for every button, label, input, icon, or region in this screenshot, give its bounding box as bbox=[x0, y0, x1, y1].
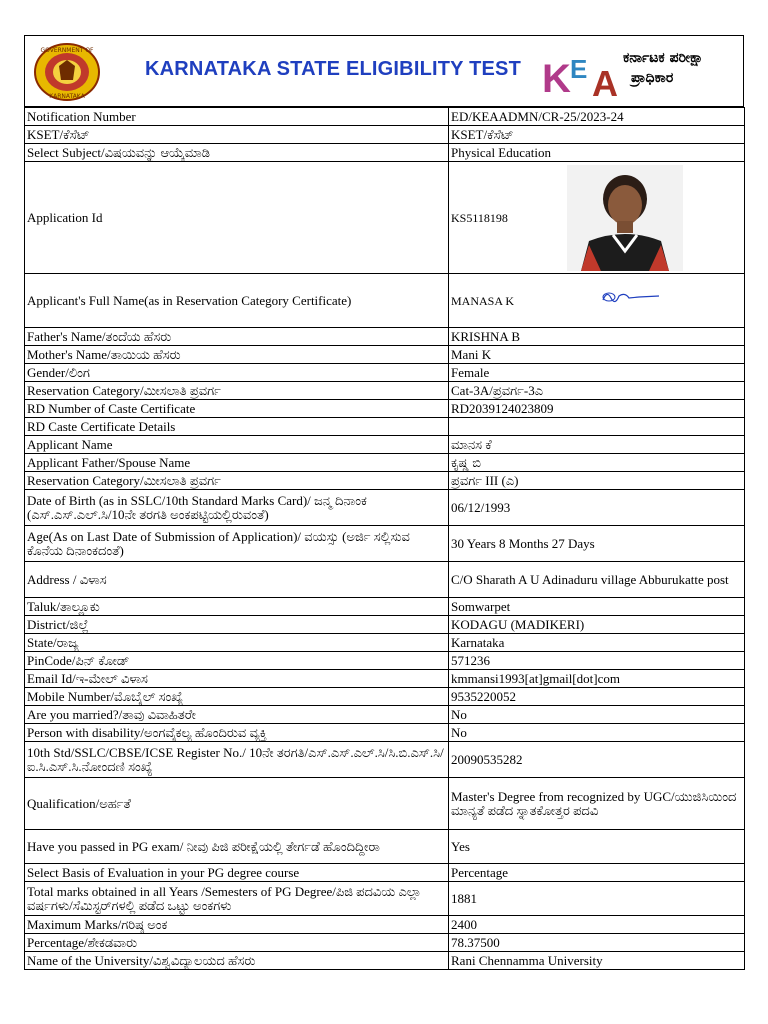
table-row bbox=[25, 364, 745, 382]
table-row bbox=[25, 382, 745, 400]
row-label: Notification Number bbox=[25, 108, 449, 126]
table-row bbox=[25, 598, 745, 616]
table-row bbox=[25, 418, 745, 436]
row-value bbox=[449, 418, 745, 436]
table-row bbox=[25, 400, 745, 418]
row-label: State/ರಾಜ್ಯ bbox=[25, 634, 449, 652]
emblem-bottom-text: KARNATAKA bbox=[49, 93, 85, 100]
table-row bbox=[25, 652, 745, 670]
row-label: Applicant Name bbox=[25, 436, 449, 454]
row-value: Karnataka bbox=[449, 634, 745, 652]
row-value: Cat-3A/ಪ್ರವರ್ಗ-3ಎ bbox=[449, 382, 745, 400]
full-name-value: MANASA K bbox=[451, 293, 515, 308]
application-sheet bbox=[24, 35, 744, 970]
karnataka-emblem-icon bbox=[33, 42, 101, 102]
row-label: Gender/ಲಿಂಗ bbox=[25, 364, 449, 382]
row-value: kmmansi1993[at]gmail[dot]com bbox=[449, 670, 745, 688]
row-label: Applicant Father/Spouse Name bbox=[25, 454, 449, 472]
table-row bbox=[25, 864, 745, 882]
row-value: 571236 bbox=[449, 652, 745, 670]
row-label: Reservation Category/ಮೀಸಲಾತಿ ಪ್ರವರ್ಗ bbox=[25, 472, 449, 490]
table-row bbox=[25, 490, 745, 526]
table-row bbox=[25, 454, 745, 472]
row-value: Master's Degree from recognized by UGC/ಯುಜಿಸಿಯಿಂದ ಮಾನ್ಯತೆ ಪಡೆದ ಸ್ನಾತಕೋತ್ತರ ಪದವಿ bbox=[449, 778, 745, 830]
table-row bbox=[25, 934, 745, 952]
row-value: KSET/ಕೆಸೆಟ್ bbox=[449, 126, 745, 144]
row-value: 06/12/1993 bbox=[449, 490, 745, 526]
application-id-value: KS5118198 bbox=[451, 210, 508, 225]
row-label: Mother's Name/ತಾಯಿಯ ಹೆಸರು bbox=[25, 346, 449, 364]
full-name-cell bbox=[449, 274, 745, 328]
row-value: Percentage bbox=[449, 864, 745, 882]
row-value: RD2039124023809 bbox=[449, 400, 745, 418]
row-value: ಪ್ರವರ್ಗ III (ಎ) bbox=[449, 472, 745, 490]
table-row bbox=[25, 328, 745, 346]
row-label: Mobile Number/ಮೊಬೈಲ್ ಸಂಖ್ಯೆ bbox=[25, 688, 449, 706]
row-value: Rani Chennamma University bbox=[449, 952, 745, 970]
table-row bbox=[25, 436, 745, 454]
row-value: Mani K bbox=[449, 346, 745, 364]
emblem-top-text: GOVERNMENT OF bbox=[40, 47, 94, 54]
table-row bbox=[25, 778, 745, 830]
table-row bbox=[25, 616, 745, 634]
row-value: No bbox=[449, 724, 745, 742]
table-row bbox=[25, 724, 745, 742]
svg-text:E: E bbox=[570, 54, 588, 84]
row-value: Yes bbox=[449, 830, 745, 864]
row-value: Female bbox=[449, 364, 745, 382]
row-label: Qualification/ಅರ್ಹತೆ bbox=[25, 778, 449, 830]
row-label: Are you married?/ತಾವು ವಿವಾಹಿತರೇ bbox=[25, 706, 449, 724]
kea-logo-icon bbox=[540, 48, 630, 100]
row-label: Have you passed in PG exam/ ನೀವು ಪಿಜಿ ಪರೀಕ್ಷೆಯಲ್ಲಿ ತೇರ್ಗಡೆ ಹೊಂದಿದ್ದೀರಾ bbox=[25, 830, 449, 864]
row-label: Application Id bbox=[25, 162, 449, 274]
kea-name-line-2: ಪ್ರಾಧಿಕಾರ bbox=[631, 70, 674, 86]
row-label: Age(As on Last Date of Submission of Application)/ ವಯಸ್ಸು (ಅರ್ಜಿ ಸಲ್ಲಿಸುವ ಕೊನೆಯ ದಿನಾಂಕದಂತೆ) bbox=[25, 526, 449, 562]
application-details-table bbox=[24, 107, 745, 970]
document-header bbox=[24, 35, 744, 107]
row-label: Name of the University/ವಿಶ್ವವಿದ್ಯಾಲಯದ ಹೆಸರು bbox=[25, 952, 449, 970]
table-row bbox=[25, 670, 745, 688]
table-row bbox=[25, 274, 745, 328]
row-value: ED/KEAADMN/CR-25/2023-24 bbox=[449, 108, 745, 126]
row-label: Taluk/ತಾಲ್ಲೂಕು bbox=[25, 598, 449, 616]
page-title: KARNATAKA STATE ELIGIBILITY TEST bbox=[145, 58, 522, 80]
row-label: Percentage/ಶೇಕಡವಾರು bbox=[25, 934, 449, 952]
row-label: Total marks obtained in all Years /Semesters of PG Degree/ಪಿಜಿ ಪದವಿಯ ಎಲ್ಲಾ ವರ್ಷಗಳು/ಸೆಮಿಸ್ಟರ್‌ಗಳಲ್ಲಿ ಪಡೆದ ಒಟ್ಟು ಅಂಕಗಳು bbox=[25, 882, 449, 916]
table-row bbox=[25, 688, 745, 706]
table-row bbox=[25, 562, 745, 598]
table-row bbox=[25, 162, 745, 274]
row-label: Maximum Marks/ಗರಿಷ್ಠ ಅಂಕ bbox=[25, 916, 449, 934]
row-label: Applicant's Full Name(as in Reservation Category Certificate) bbox=[25, 274, 449, 328]
row-label: RD Caste Certificate Details bbox=[25, 418, 449, 436]
row-value: KODAGU (MADIKERI) bbox=[449, 616, 745, 634]
table-row bbox=[25, 706, 745, 724]
row-value: 20090535282 bbox=[449, 742, 745, 778]
row-value: 30 Years 8 Months 27 Days bbox=[449, 526, 745, 562]
row-label: Select Basis of Evaluation in your PG degree course bbox=[25, 864, 449, 882]
row-value: 2400 bbox=[449, 916, 745, 934]
kea-authority-name bbox=[623, 48, 703, 88]
row-label: Father's Name/ತಂದೆಯ ಹೆಸರು bbox=[25, 328, 449, 346]
row-value: Somwarpet bbox=[449, 598, 745, 616]
row-label: District/ಜಿಲ್ಲೆ bbox=[25, 616, 449, 634]
row-label: RD Number of Caste Certificate bbox=[25, 400, 449, 418]
table-row bbox=[25, 126, 745, 144]
row-value: No bbox=[449, 706, 745, 724]
row-value: 1881 bbox=[449, 882, 745, 916]
row-label: Address / ವಿಳಾಸ bbox=[25, 562, 449, 598]
row-label: Email Id/ಇ-ಮೇಲ್ ವಿಳಾಸ bbox=[25, 670, 449, 688]
row-value: ಕೃಷ್ಣ ಬಿ bbox=[449, 454, 745, 472]
row-value: 9535220052 bbox=[449, 688, 745, 706]
row-label: 10th Std/SSLC/CBSE/ICSE Register No./ 10ನೇ ತರಗತಿ/ಎಸ್.ಎಸ್.ಎಲ್.ಸಿ/ಸಿ.ಬಿ.ಎಸ್.ಸಿ/ಐ.ಸಿ.ಎಸ್.ಸಿ.ನೋಂದಣಿ ಸಂಖ್ಯೆ bbox=[25, 742, 449, 778]
table-row bbox=[25, 830, 745, 864]
row-value: Physical Education bbox=[449, 144, 745, 162]
table-row bbox=[25, 526, 745, 562]
row-value: 78.37500 bbox=[449, 934, 745, 952]
applicant-signature bbox=[599, 288, 663, 304]
table-row bbox=[25, 882, 745, 916]
application-id-cell bbox=[449, 162, 745, 274]
table-row bbox=[25, 952, 745, 970]
row-label: KSET/ಕೆಸೆಟ್ bbox=[25, 126, 449, 144]
row-value: C/O Sharath A U Adinaduru village Abburukatte post bbox=[449, 562, 745, 598]
svg-text:A: A bbox=[592, 63, 618, 100]
row-label: Select Subject/ವಿಷಯವನ್ನು ಆಯ್ಕೆಮಾಡಿ bbox=[25, 144, 449, 162]
table-row bbox=[25, 634, 745, 652]
svg-text:K: K bbox=[542, 57, 571, 100]
applicant-photo bbox=[567, 165, 683, 271]
row-label: PinCode/ಪಿನ್ ಕೋಡ್ bbox=[25, 652, 449, 670]
row-label: Person with disability/ಅಂಗವೈಕಲ್ಯ ಹೊಂದಿರುವ ವ್ಯಕ್ತಿ bbox=[25, 724, 449, 742]
row-value: KRISHNA B bbox=[449, 328, 745, 346]
table-row bbox=[25, 916, 745, 934]
kea-name-line-1: ಕರ್ನಾಟಕ ಪರೀಕ್ಷಾ bbox=[623, 50, 704, 66]
table-row bbox=[25, 742, 745, 778]
table-row bbox=[25, 472, 745, 490]
table-row bbox=[25, 108, 745, 126]
table-row bbox=[25, 346, 745, 364]
row-label: Date of Birth (as in SSLC/10th Standard Marks Card)/ ಜನ್ಮ ದಿನಾಂಕ (ಎಸ್.ಎಸ್.ಎಲ್.ಸಿ/10ನೇ ತರಗತಿ ಅಂಕಪಟ್ಟಿಯಲ್ಲಿರುವಂತೆ) bbox=[25, 490, 449, 526]
table-row bbox=[25, 144, 745, 162]
row-label: Reservation Category/ಮೀಸಲಾತಿ ಪ್ರವರ್ಗ bbox=[25, 382, 449, 400]
row-value: ಮಾನಸ ಕೆ bbox=[449, 436, 745, 454]
